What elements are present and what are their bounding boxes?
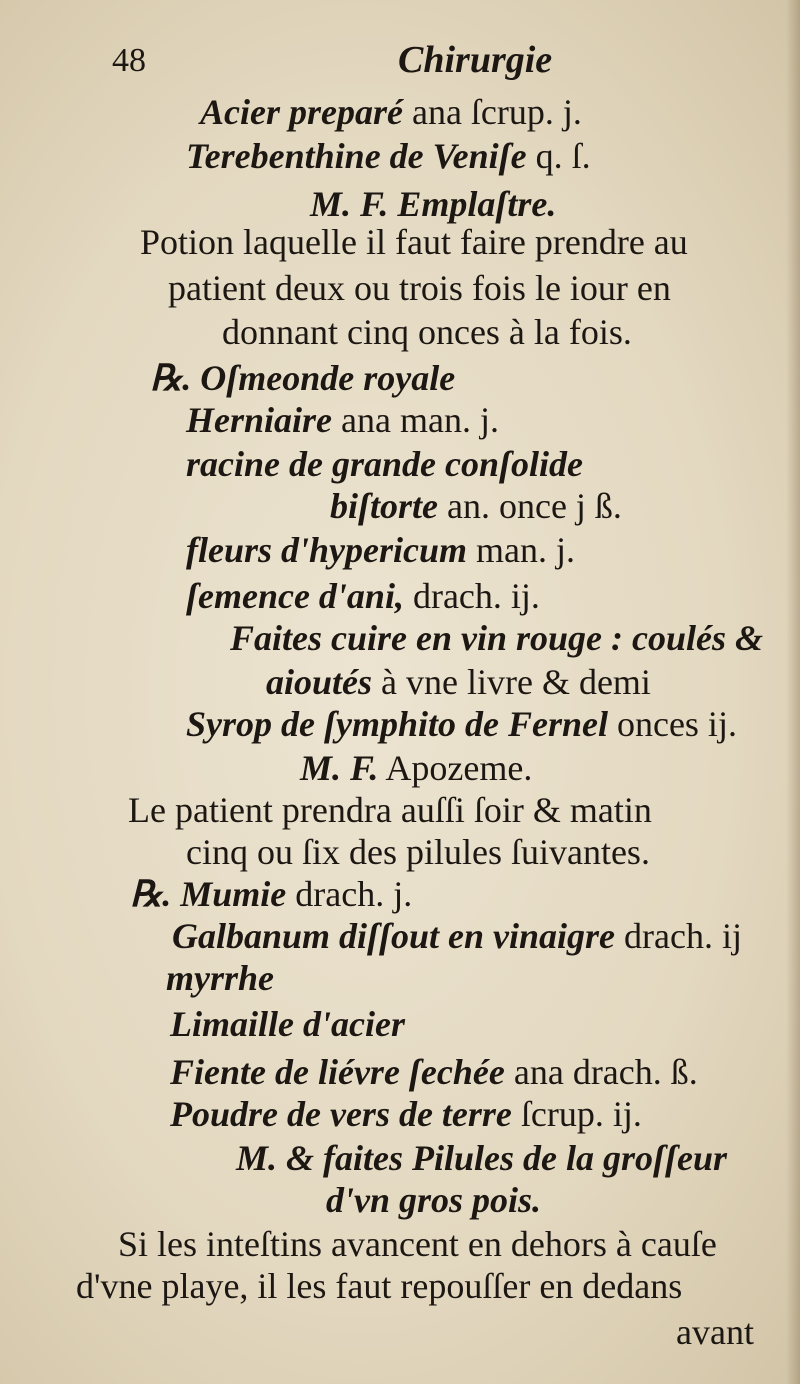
roman-text: à vne livre & demi <box>372 662 651 702</box>
roman-text: drach. ij. <box>403 576 540 616</box>
roman-text: d'vne playe, il les faut repouſſer en dedans <box>76 1266 683 1306</box>
text-line <box>186 442 583 486</box>
italic-ingredient: Faites cuire en vin rouge : coulés & <box>230 618 763 658</box>
italic-ingredient: ſemence d'ani, <box>186 576 404 616</box>
text-line <box>166 956 274 1000</box>
roman-text: Si les inteſtins avancent en dehors à cauſe <box>118 1224 717 1264</box>
text-line <box>168 266 671 310</box>
italic-ingredient: d'vn gros pois. <box>326 1180 542 1220</box>
text-line <box>330 484 622 528</box>
roman-text: onces ij. <box>607 704 737 744</box>
roman-text: donnant cinq onces à la fois. <box>222 312 632 352</box>
italic-ingredient: Acier preparé <box>200 92 403 132</box>
italic-ingredient: myrrhe <box>166 958 274 998</box>
roman-text: Le patient prendra auſſi ſoir & matin <box>128 790 652 830</box>
italic-ingredient: fleurs d'hypericum <box>186 530 468 570</box>
text-line <box>128 788 652 832</box>
roman-text: man. j. <box>467 530 575 570</box>
text-line <box>170 1092 642 1136</box>
roman-text: ana ſcrup. j. <box>402 92 582 132</box>
text-line <box>140 220 688 264</box>
italic-ingredient: ℞. Mumie <box>130 874 287 914</box>
roman-text: patient deux ou trois fois le iour en <box>168 268 671 308</box>
text-line <box>236 1136 727 1180</box>
roman-text: Potion laquelle il faut faire prendre au <box>140 222 688 262</box>
roman-text: an. once j ß. <box>437 486 622 526</box>
italic-ingredient: Fiente de liévre ſechée <box>170 1052 505 1092</box>
roman-text: ſcrup. ij. <box>511 1094 642 1134</box>
text-line <box>172 914 742 958</box>
text-line <box>150 356 455 400</box>
italic-ingredient: ℞. Oſmeonde royale <box>150 358 456 398</box>
italic-ingredient: M. F. Emplaſtre. <box>310 184 557 224</box>
text-line <box>186 830 650 874</box>
text-line <box>118 1222 717 1266</box>
roman-text: q. ſ. <box>526 136 591 176</box>
roman-text: cinq ou ſix des pilules ſuivantes. <box>186 832 650 872</box>
roman-text: ana man. j. <box>332 400 499 440</box>
text-line <box>186 134 591 178</box>
roman-text: drach. j. <box>286 874 413 914</box>
text-line <box>676 1310 754 1354</box>
italic-ingredient: Poudre de vers de terre <box>170 1094 512 1134</box>
text-line <box>186 574 540 618</box>
italic-ingredient: Terebenthine de Veniſe <box>186 136 527 176</box>
text-line <box>326 1178 541 1222</box>
roman-text: Apozeme. <box>378 748 533 788</box>
text-line <box>266 660 651 704</box>
italic-ingredient: Galbanum diſſout en vinaigre <box>172 916 616 956</box>
text-line <box>130 872 412 916</box>
text-line <box>230 616 763 660</box>
page-edge-shadow <box>786 0 800 1384</box>
roman-text: drach. ij <box>615 916 742 956</box>
roman-text: avant <box>676 1312 754 1352</box>
text-line <box>222 310 632 354</box>
running-title: Chirurgie <box>398 39 553 81</box>
text-line <box>186 702 737 746</box>
page-number: 48 <box>112 42 146 79</box>
text-line <box>186 398 499 442</box>
italic-ingredient: M. F. <box>300 748 379 788</box>
text-line <box>300 746 532 790</box>
text-line <box>200 90 582 134</box>
italic-ingredient: Syrop de ſymphito de Fernel <box>186 704 608 744</box>
roman-text: ana drach. ß. <box>504 1052 698 1092</box>
italic-ingredient: racine de grande conſolide <box>186 444 583 484</box>
italic-ingredient: aioutés <box>266 662 373 702</box>
italic-ingredient: M. & faites Pilules de la groſſeur <box>236 1138 727 1178</box>
text-line <box>170 1050 698 1094</box>
italic-ingredient: Herniaire <box>186 400 333 440</box>
italic-ingredient: Limaille d'acier <box>170 1004 405 1044</box>
text-line <box>76 1264 682 1308</box>
text-line <box>186 528 575 572</box>
italic-ingredient: biſtorte <box>330 486 438 526</box>
text-line <box>170 1002 405 1046</box>
